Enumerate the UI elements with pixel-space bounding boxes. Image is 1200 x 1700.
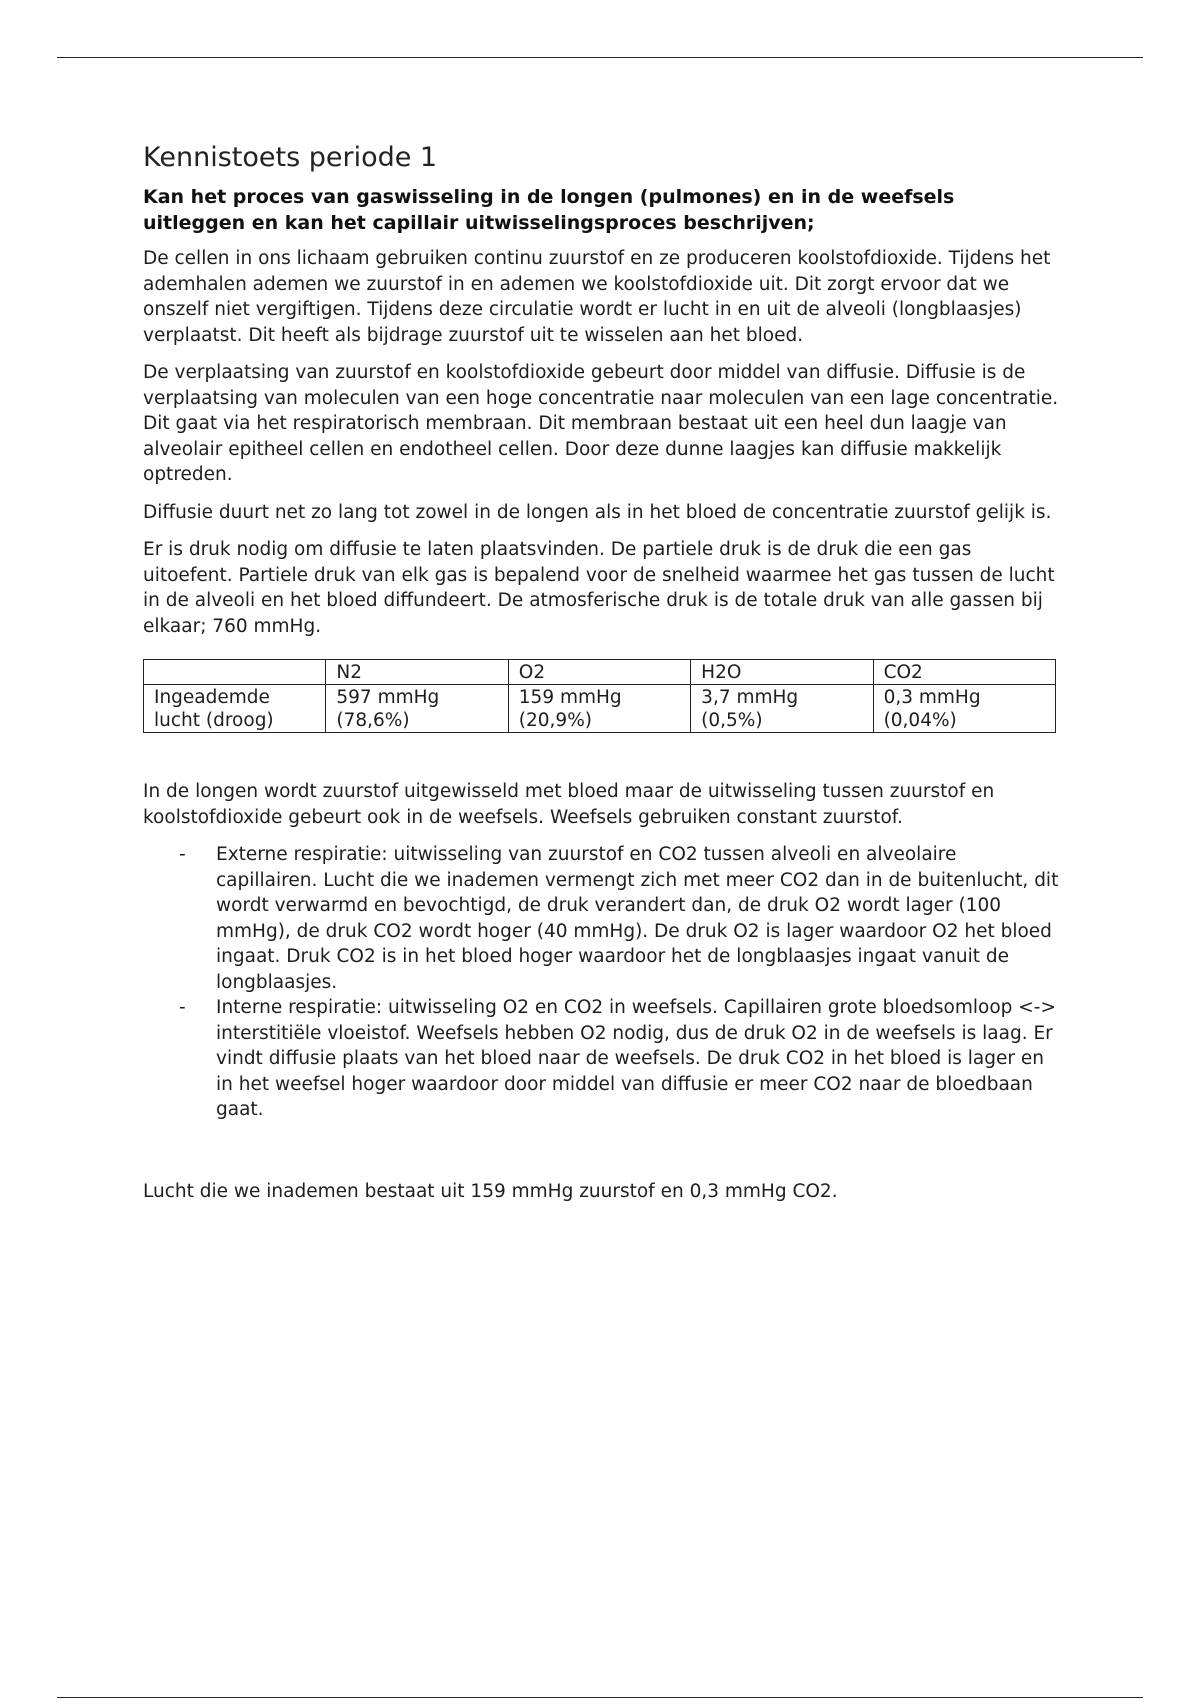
respiration-list [143, 842, 1063, 1123]
list-item [179, 995, 1063, 1123]
section-subtitle: Kan het proces van gaswisseling in de longen (pulmones) en in de weefsels uitleggen en kan het capillair uitwisselingsproces beschrijven; [143, 186, 955, 234]
paragraph-4: Er is druk nodig om diffusie te laten plaatsvinden. De partiele druk is de druk die een gas uitoefent. Partiele druk van elk gas is bepalend voor de snelheid waarmee het gas tussen de lucht in de alveoli en het bloed diffundeert. De atmosferische druk is de totale druk van alle gassen bij elkaar; 760 mmHg. [143, 539, 1055, 637]
document-body [143, 140, 1063, 1204]
table-header-row [144, 660, 1056, 685]
list-item-text: Externe respiratie: uitwisseling van zuurstof en CO2 tussen alveoli en alveolaire capillairen. Lucht die we inademen vermengt zich met meer CO2 dan in de buitenlucht, dit wordt verwarmd en bevochtigd, de druk verandert dan, de druk O2 wordt lager (100 mmHg), de druk CO2 wordt hoger (40 mmHg). De druk O2 is lager waardoor O2 het bloed ingaat. Druk CO2 is in het bloed hoger waardoor het de longblaasjes ingaat vanuit de longblaasjes. [216, 844, 1059, 993]
partial-pressure-table [143, 659, 1056, 733]
list-item [179, 842, 1063, 995]
table-header-cell: H2O [691, 660, 873, 685]
table-row [144, 685, 1056, 733]
paragraph-1: De cellen in ons lichaam gebruiken continu zuurstof en ze produceren koolstofdioxide. Tijdens het ademhalen ademen we zuurstof in en ademen we koolstofdioxide uit. Dit zorgt ervoor dat we onszelf niet vergiftigen. Tijdens deze circulatie wordt er lucht in en uit de alveoli (longblaasjes) verplaatst. Dit heeft als bijdrage zuurstof uit te wisselen aan het bloed. [143, 248, 1051, 346]
table-cell: 0,3 mmHg (0,04%) [873, 685, 1055, 733]
table-cell: 3,7 mmHg (0,5%) [691, 685, 873, 733]
table-header-cell: CO2 [873, 660, 1055, 685]
table-cell: Ingeademde lucht (droog) [144, 685, 326, 733]
table-header-cell: N2 [326, 660, 508, 685]
paragraph-2: De verplaatsing van zuurstof en koolstofdioxide gebeurt door middel van diffusie. Diffusie is de verplaatsing van moleculen van een hoge concentratie naar moleculen van een lage concentratie. Dit gaat via het respiratorisch membraan. Dit membraan bestaat uit een heel dun laagje van alveolair epitheel cellen en endotheel cellen. Door deze dunne laagjes kan diffusie makkelijk optreden. [143, 362, 1059, 485]
table-cell: 597 mmHg (78,6%) [326, 685, 508, 733]
dash-bullet: - [179, 997, 186, 1018]
paragraph-3: Diffusie duurt net zo lang tot zowel in de longen als in het bloed de concentratie zuurstof gelijk is. [143, 501, 1052, 523]
table-cell: 159 mmHg (20,9%) [508, 685, 690, 733]
page-title: Kennistoets periode 1 [143, 142, 438, 173]
table-header-cell: O2 [508, 660, 690, 685]
closing-paragraph: Lucht die we inademen bestaat uit 159 mmHg zuurstof en 0,3 mmHg CO2. [143, 1180, 838, 1202]
paragraph-after-table: In de longen wordt zuurstof uitgewisseld met bloed maar de uitwisseling tussen zuurstof en koolstofdioxide gebeurt ook in de weefsels. Weefsels gebruiken constant zuurstof. [143, 781, 995, 828]
top-rule [57, 57, 1143, 58]
dash-bullet: - [179, 844, 186, 865]
list-item-text: Interne respiratie: uitwisseling O2 en CO2 in weefsels. Capillairen grote bloedsomloop <-> interstitiële vloeistof. Weefsels hebben O2 nodig, dus de druk O2 in de weefsels is laag. Er vindt diffusie plaats van het bloed naar de weefsels. De druk CO2 in het bloed is lager en in het weefsel hoger waardoor door middel van diffusie er meer CO2 naar de bloedbaan gaat. [216, 997, 1056, 1120]
table-header-cell [144, 660, 326, 685]
bottom-rule [57, 1697, 1143, 1698]
